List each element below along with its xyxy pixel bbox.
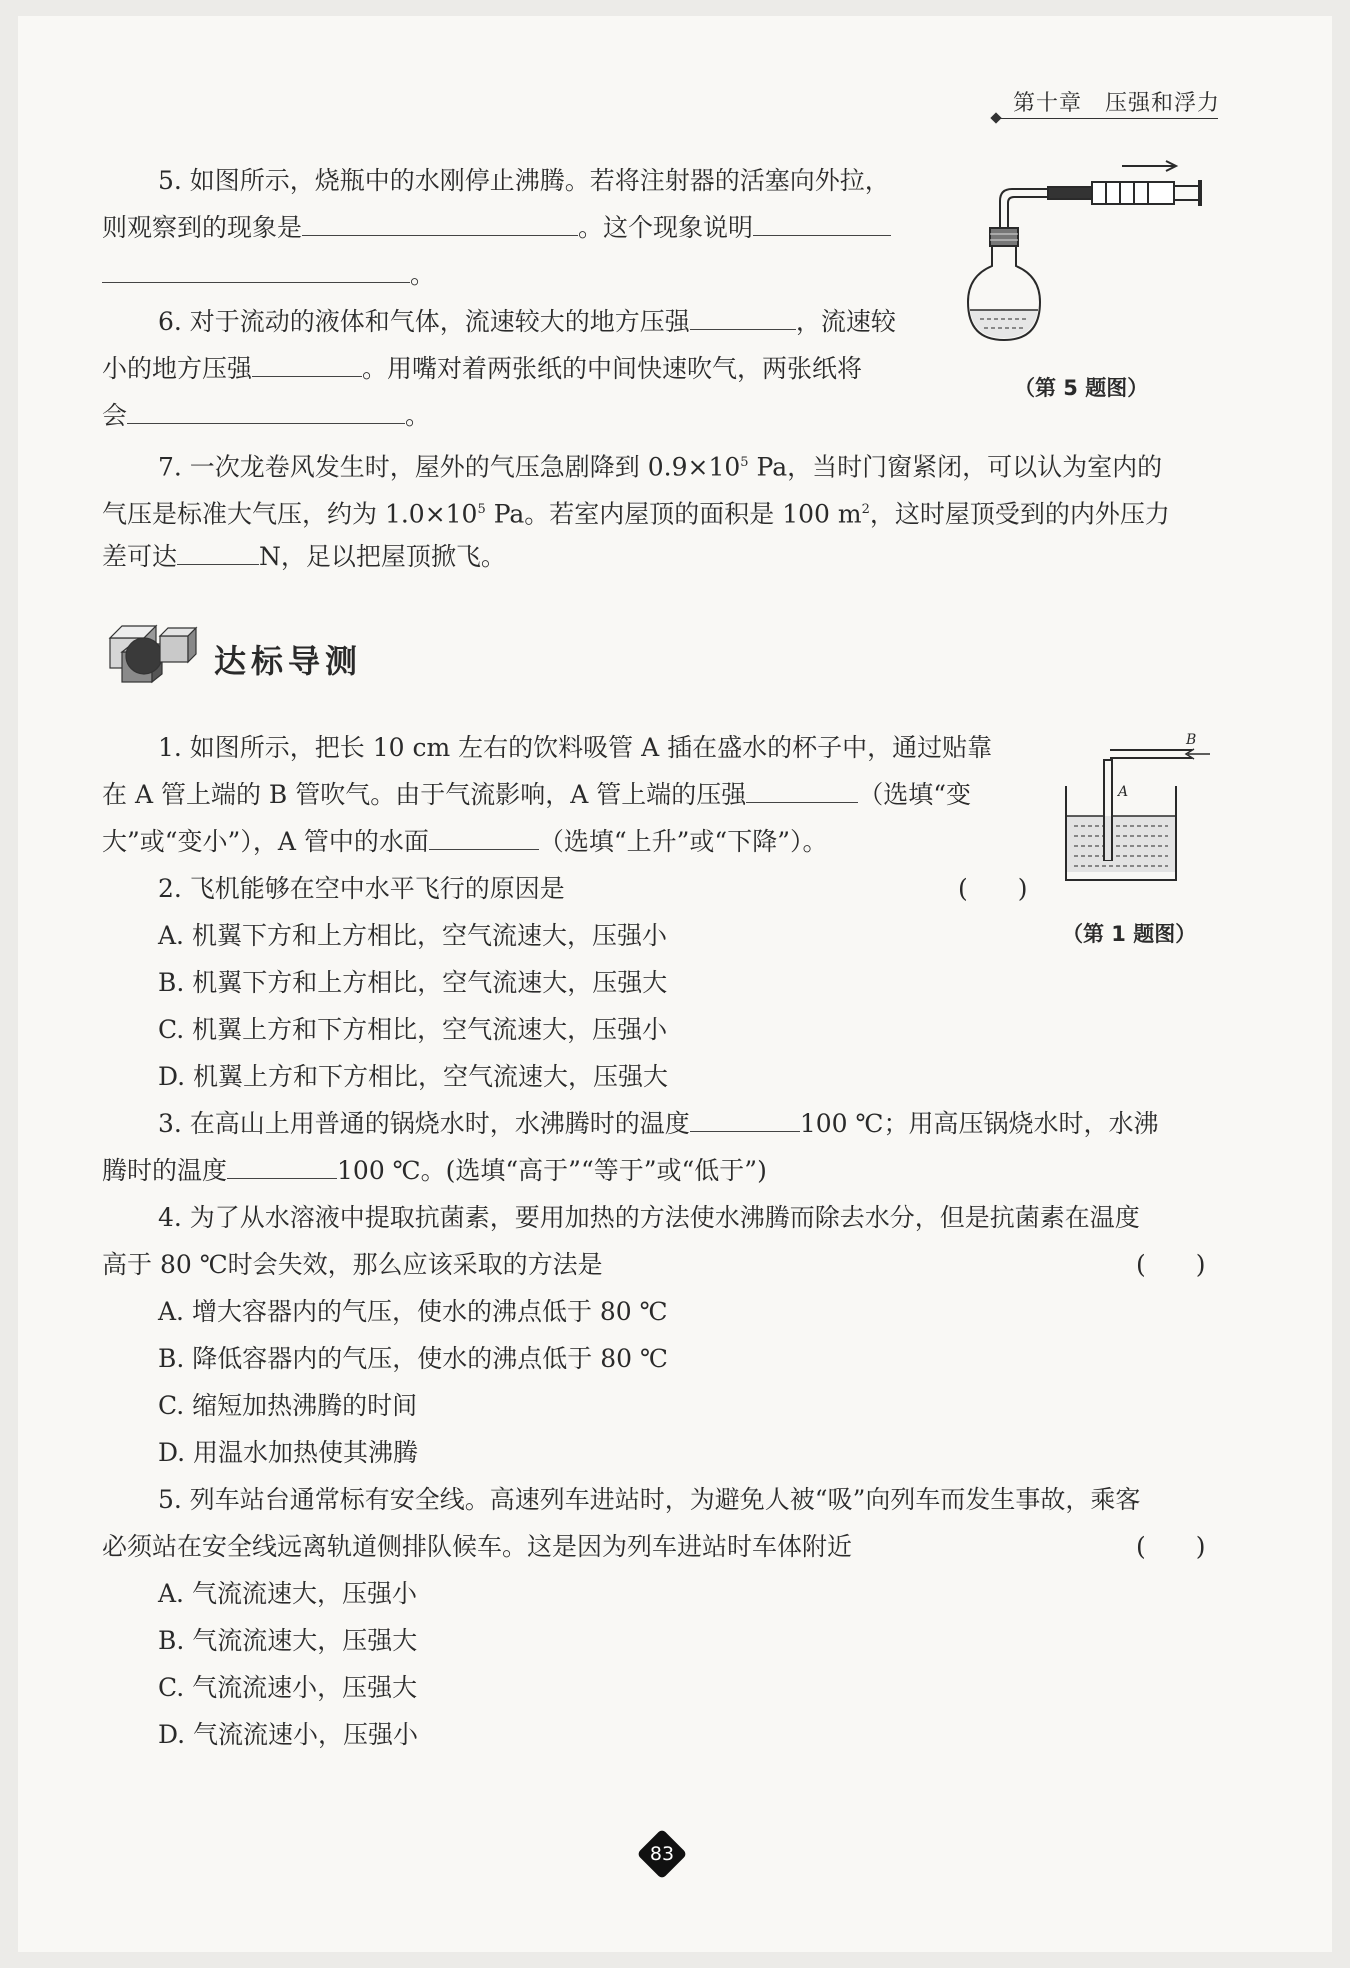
section-title: 达标导测 — [214, 642, 363, 680]
answer-blank[interactable] — [127, 397, 405, 424]
answer-blank[interactable] — [227, 1152, 337, 1179]
q2-answer-paren[interactable]: ( ) — [958, 874, 1028, 903]
answer-blank[interactable] — [690, 303, 796, 330]
answer-blank[interactable] — [746, 776, 858, 803]
q3-line2: 腾时的温度 100 ℃。(选填“高于”“等于”或“低于”) — [102, 1147, 1222, 1194]
exercise-block-2 — [102, 724, 1222, 1758]
q4-line2: 高于 80 ℃时会失效，那么应该采取的方法是 — [102, 1250, 603, 1279]
q5b-line1: 5. 列车站台通常标有安全线。高速列车进站时，为避免人被“吸”向列车而发生事故，乘客 — [158, 1485, 1141, 1514]
q2-option-b[interactable]: B. 机翼下方和上方相比，空气流速大，压强大 — [158, 968, 668, 997]
label-a: A — [1118, 784, 1129, 800]
straw-cup-figure — [1060, 730, 1226, 890]
label-b: B — [1186, 732, 1197, 748]
answer-blank[interactable] — [102, 256, 410, 283]
q3-line1: 3. 在高山上用普通的锅烧水时，水沸腾时的温度 100 ℃；用高压锅烧水时，水沸 — [102, 1100, 1222, 1147]
answer-blank[interactable] — [753, 209, 891, 236]
q5b-answer-paren[interactable]: ( ) — [1136, 1532, 1206, 1561]
q4-option-a[interactable]: A. 增大容器内的气压，使水的沸点低于 80 ℃ — [158, 1297, 668, 1326]
q2-option-c[interactable]: C. 机翼上方和下方相比，空气流速大，压强小 — [158, 1015, 668, 1044]
q4-option-b[interactable]: B. 降低容器内的气压，使水的沸点低于 80 ℃ — [158, 1344, 668, 1373]
page-number-badge — [638, 1830, 686, 1878]
q5b-line2: 必须站在安全线远离轨道侧排队候车。这是因为列车进站时车体附近 — [102, 1532, 853, 1561]
q4-line1: 4. 为了从水溶液中提取抗菌素，要用加热的方法使水沸腾而除去水分，但是抗菌素在温度 — [158, 1203, 1140, 1232]
q5-line1: 5. 如图所示，烧瓶中的水刚停止沸腾。若将注射器的活塞向外拉， — [158, 166, 890, 195]
q4-answer-paren[interactable]: ( ) — [1136, 1250, 1206, 1279]
q5b-option-b[interactable]: B. 气流流速大，压强大 — [158, 1626, 418, 1655]
q7-line1: 7. 一次龙卷风发生时，屋外的气压急剧降到 $0.9\times 10^5$ Pa，当时门窗紧闭，可以认为室内的 — [158, 452, 1163, 482]
flask-syringe-figure — [960, 158, 1220, 348]
answer-blank[interactable] — [302, 209, 578, 236]
figure-1-caption: （第 1 题图） — [1062, 922, 1197, 946]
section-cubes-icon — [102, 616, 198, 690]
q5b-option-d[interactable]: D. 气流流速小，压强小 — [158, 1720, 419, 1749]
answer-blank[interactable] — [252, 350, 362, 377]
q6-line2: 小的地方压强 。用嘴对着两张纸的中间快速吹气，两张纸将 — [102, 345, 1222, 392]
q4-option-c[interactable]: C. 缩短加热沸腾的时间 — [158, 1391, 418, 1420]
chapter-header: 第十章 压强和浮力 — [1012, 91, 1220, 116]
answer-blank[interactable] — [177, 538, 259, 565]
q5-line2: 则观察到的现象是 。这个现象说明 — [102, 204, 1222, 251]
q6-line1: 6. 对于流动的液体和气体，流速较大的地方压强 ，流速较 — [102, 298, 1222, 345]
q2-stem: 2. 飞机能够在空中水平飞行的原因是 — [158, 874, 565, 903]
q5b-option-a[interactable]: A. 气流流速大，压强小 — [158, 1579, 417, 1608]
answer-blank[interactable] — [690, 1105, 800, 1132]
page-number: 83 — [649, 1843, 675, 1865]
q1-line1: 1. 如图所示，把长 10 cm 左右的饮料吸管 A 插在盛水的杯子中，通过贴靠 — [158, 733, 993, 762]
q4-option-d[interactable]: D. 用温水加热使其沸腾 — [158, 1438, 419, 1467]
q5-line3: 。 — [102, 251, 1222, 298]
figure-5-caption: （第 5 题图） — [1014, 376, 1149, 400]
q2-option-d[interactable]: D. 机翼上方和下方相比，空气流速大，压强大 — [158, 1062, 669, 1091]
answer-blank[interactable] — [429, 823, 539, 850]
q1-line2: 在 A 管上端的 B 管吹气。由于气流影响，A 管上端的压强 （选填“变 — [102, 771, 1222, 818]
q5b-option-c[interactable]: C. 气流流速小，压强大 — [158, 1673, 418, 1702]
q6-line3: 会 。 — [102, 392, 1222, 439]
q7-line3: 差可达 N，足以把屋顶掀飞。 — [102, 533, 1222, 580]
header-rule — [1000, 118, 1218, 119]
q2-option-a[interactable]: A. 机翼下方和上方相比，空气流速大，压强小 — [158, 921, 667, 950]
q1-line3: 大”或“变小”），A 管中的水面 （选填“上升”或“下降”）。 — [102, 818, 1222, 865]
q7-line2: 气压是标准大气压，约为 $1.0\times 10^5$ Pa。若室内屋顶的面积是 100 $m^2$，这时屋顶受到的内外压力 — [102, 499, 1170, 529]
